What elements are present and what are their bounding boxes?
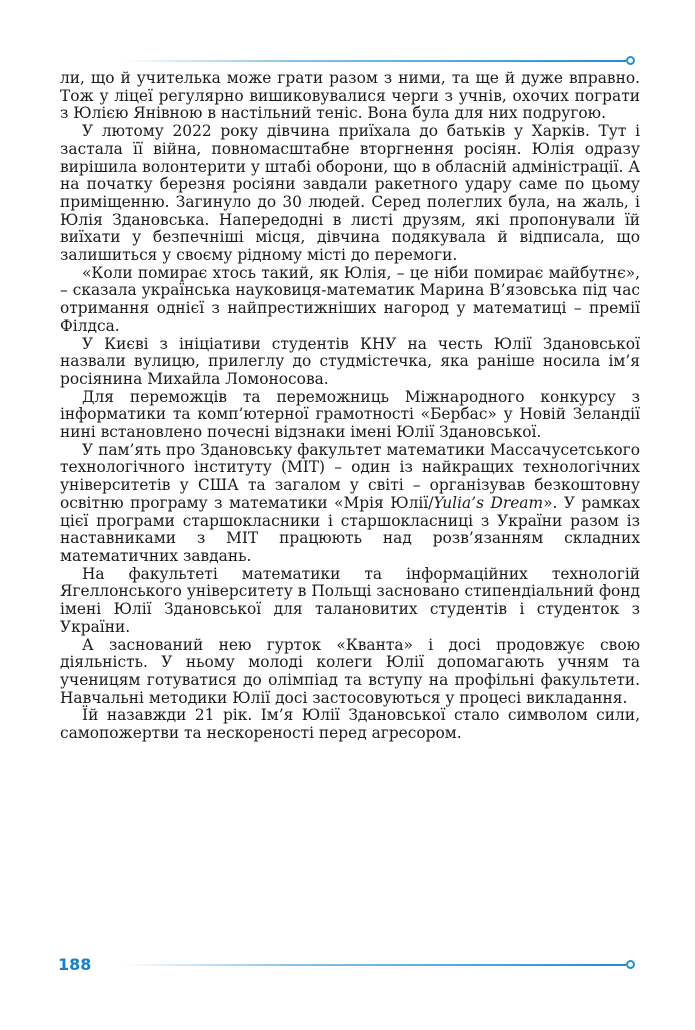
bottom-decorative-rule bbox=[120, 964, 626, 966]
paragraph-quote-viazovska: «Коли помирає хтось такий, як Юлія, – це ніби помирає майбутнє», – сказала українська науковиця-математик Марина В’язовська під час отримання однієї з найпрестижніших нагород у математиці – премії Філдса. bbox=[60, 263, 640, 335]
top-decorative-rule bbox=[120, 60, 626, 62]
mit-text-after: ». У рамках цієї програми старшокласники і старшокласниці з України разом із наставниками з MIT працюють над розв’язанням складних математичних завдань. bbox=[60, 493, 640, 565]
top-rule-end-circle bbox=[626, 56, 635, 65]
mit-text-italic: Yulia’s Dream bbox=[433, 493, 544, 512]
mit-text-before: У пам’ять про Здановську факультет математики Массачусетського технологічного інституту (MIT) – один із найкращих технологічних університетів у США та загалом у світі – організував безкоштовну освітню програму з математики «Мрія Юлії/ bbox=[60, 440, 640, 512]
paragraph-kyiv-street: У Києві з ініціативи студентів КНУ на честь Юлії Здановської назвали вулицю, прилеглу до студмістечка, яка раніше носила ім’я росіянина Михайла Ломоносова. bbox=[60, 334, 640, 388]
bottom-rule-end-circle bbox=[626, 960, 635, 969]
paragraph-berbas-award: Для переможців та переможниць Міжнародного конкурсу з інформатики та комп’ютерної грамотності «Бербас» у Новій Зеландії нині встановлено почесні відзнаки імені Юлії Здановської. bbox=[60, 387, 640, 442]
paragraph-conclusion: Їй назавжди 21 рік. Ім’я Юлії Здановської стало символом сили, самопожертви та нескореності перед агресором. bbox=[60, 706, 640, 743]
paragraph-kvanta-club: А заснований нею гурток «Кванта» і досі продовжує свою діяльність. У ньому молоді колеги Юлії допомагають учням та ученицям готуватися до олімпіад та вступу на профільні факультети. Навчальні методики Юлії досі застосовуються у процесі викладання. bbox=[60, 635, 640, 707]
paragraph-jagiellonian-fund: На факультеті математики та інформаційних технологій Ягеллонського університету в Польщі засновано стипендіальний фонд імені Юлії Здановської для талановитих студентів і студенток з України. bbox=[60, 564, 640, 636]
paragraph-war: У лютому 2022 року дівчина приїхала до батьків у Харків. Тут і застала її війна, повномасштабне вторгнення росіян. Юлія одразу вирішила волонтерити у штабі оборони, що в обласній адміністрації. А на початку березня росіяни завдали ракетного удару саме по цьому приміщенню. Загинуло до 30 людей. Серед полеглих була, на жаль, і Юлія Здановська. Напередодні в листі друзям, які пропонували їй виїхати у безпечніші місця, дівчина подякувала й відписала, що залишиться у своєму рідному місті до перемоги. bbox=[60, 122, 640, 265]
paragraph-mit-program bbox=[60, 442, 640, 566]
page-number: 188 bbox=[58, 955, 92, 974]
page-body bbox=[60, 70, 640, 743]
paragraph-continuation: ли, що й учителька може грати разом з ними, та ще й дуже вправно. Тож у ліцеї регулярно вишиковувалися черги з учнів, охочих пограти з Юлією Янівною в настільний теніс. Вона була для них подругою. bbox=[60, 69, 640, 123]
